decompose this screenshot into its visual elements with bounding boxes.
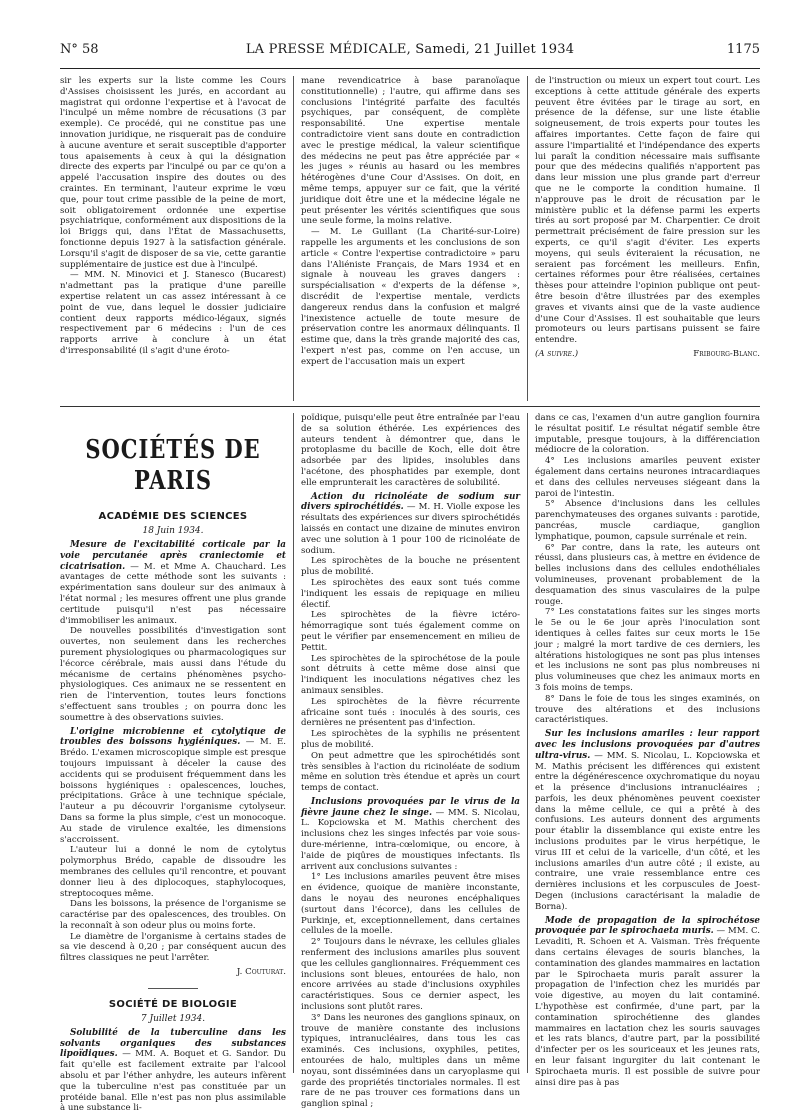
article-body: — M. E. Brédo. L'examen microscopique simple est presque toujours impuissant à déceler la cause des accidents qui se produisent fréquemment dans les boissons hygiéniques : opalescences, louches, précipitations. Grâce à une technique spéciale, l'auteur a pu découvrir l'organisme cytolyseur. Dans sa forme la plus simple, c'est un monocoque. Au stade de virulence exaltée, les dimensions s'accroissent. bbox=[60, 737, 286, 845]
article-body: — M. et Mme A. Chauchard. Les avantages de cette méthode sont les suivants : expérimentation sans douleur sur des animaux à l'état normal ; les mesures offrent une plus grande certitude puisqu'il n'est pas nécessaire d'immobiliser les animaux. bbox=[60, 561, 287, 626]
list-item: 7° Les constatations faites sur les singes morts le 5e ou le 6e jour après l'inoculation sont identiques à celles faites sur ceux morts le 15e jour ; malgré la mort tardive de ces derniers, les altérations histologiques ne sont pas plus intenses et les inclusions ne sont pas plus nombreuses ni plus volumineuses que chez les animaux morts en 3 fois moins de temps. bbox=[535, 607, 760, 693]
section-title: SOCIÉTÉS DE PARIS bbox=[85, 432, 261, 496]
paragraph: L'auteur lui a donné le nom de cytolytus polymorphus Brédo, capable de dissoudre les membranes des cellules qu'il rencontre, et pouvant donner lieu à des diplocoques, staphylocoques, streptocoques même. bbox=[60, 845, 286, 899]
article-title: Sur les inclusions amariles : leur rapport avec les inclusions provoquées par d'autres ultra-virus. bbox=[535, 729, 760, 761]
list-item: 8° Dans le foie de tous les singes examinés, on trouve des altérations et des inclusions caractéristiques. bbox=[535, 693, 760, 726]
article-title: Action du ricinoléate de sodium sur divers spirochétidés. bbox=[301, 491, 520, 513]
article bbox=[60, 540, 286, 626]
article-title: Mesure de l'excitabilité corticale par la voie percutanée après craniectomie et cicatrisation. bbox=[60, 540, 286, 572]
top-column-2 bbox=[293, 76, 527, 401]
article bbox=[535, 729, 760, 913]
to-be-continued: (A suivre.) bbox=[535, 348, 579, 359]
article-body: — MM. C. Levaditi, R. Schoen et A. Vaisman. Très fréquente dans certains élevages de souris blanches, la contamination des glandes mammaires en lactation par le Spirochaeta muris paraît assurer la propagation de l'infection chez les muridés par voie digestive, au moyen du lait contaminé. L'hypothèse est confirmée, d'une part, par la contamination spirochétienne des glandes mammaires en lactation chez les souris sauvages et les rats blancs, d'autre part, par la possibilité d'infecter per os les souriceaux et les jeunes rats, en leur faisant ingurgiter du lait contenant le Spirochaeta muris. Il est possible de suivre pour ainsi dire pas à pas bbox=[535, 926, 761, 1088]
list-item: Les spirochètes de la spirochétose de la poule sont détruits à cette même dose ainsi que l'indiquent les inoculations négatives chez les animaux sensibles. bbox=[301, 653, 520, 696]
paragraph: dans ce cas, l'examen d'un autre ganglion fournira le résultat positif. Le résultat négatif semble être imputable, presque toujours, à la différenciation médiocre de la coloration. bbox=[535, 413, 760, 456]
paragraph: poïdique, puisqu'elle peut être entraînée par l'eau de sa solution éthérée. Les expériences des auteurs tendent à démontrer que, dans le protoplasme du bacille de Koch, elle doit être adsorbée par des lipides, insolubles dans l'acétone, des phosphatides par exemple, dont elle emprunterait les caractères de solubilité. bbox=[301, 413, 520, 488]
society-title: ACADÉMIE DES SCIENCES bbox=[98, 511, 248, 522]
article bbox=[535, 916, 760, 1089]
issue-number: N° 58 bbox=[60, 42, 99, 57]
list-item: 1° Les inclusions amariles peuvent être mises en évidence, quoique de manière inconstante, dans le noyau des neurones encéphaliques (surtout dans l'écorce), dans les cellules de Purkinje, et, exceptionnellement, dans certaines cellules de la moelle. bbox=[301, 872, 520, 937]
top-column-1 bbox=[60, 76, 293, 401]
article bbox=[60, 1028, 286, 1114]
article-title: Inclusions provoquées par le virus de la fièvre jaune chez le singe. bbox=[301, 796, 520, 818]
paragraph: mane revendicatrice à base paranoïaque constitutionnelle) ; l'autre, qui affirme dans ses conclusions l'intégrité parfaite des facultés psychiques, par conséquent, de complète responsabilité. Une expertise mentale contradictoire vient sans doute en contradiction avec le prestige médical, la valeur scientifique des médecins ne peut pas être appréciée par « les juges » réunis au hasard ou les membres hétérogènes d'une Cour d'Assises. On doit, en même temps, appuyer sur ce fait, que la vérité juridique doit être une et la médecine légale ne peut présenter les vérités scientifiques que sous une seule forme, la moins relative. bbox=[301, 76, 520, 227]
article-title: Mode de propagation de la spirochétose provoquée par le spirochaeta muris. bbox=[535, 915, 760, 937]
list-item: 6° Par contre, dans la rate, les auteurs ont réussi, dans plusieurs cas, à mettre en évidence de belles inclusions dans des cellules endothéliales volumineuses, provenant probablement de la desquamation des sinus vasculaires de la pulpe rouge. bbox=[535, 542, 760, 607]
bottom-column-1 bbox=[60, 413, 293, 1114]
top-article-columns bbox=[60, 76, 760, 401]
article bbox=[301, 492, 520, 557]
article-title: L'origine microbienne et cytolytique de troubles des boissons hygiéniques. bbox=[60, 726, 286, 748]
bottom-column-2 bbox=[293, 413, 527, 1110]
divider bbox=[148, 988, 198, 989]
list-item: Les spirochètes de la bouche ne présentent plus de mobilité. bbox=[301, 556, 520, 578]
list-item: Les spirochètes de la syphilis ne présentent plus de mobilité. bbox=[301, 729, 520, 750]
article bbox=[301, 797, 520, 873]
paragraph: Le diamètre de l'organisme à certains stades de sa vie descend à 0,20 ; par conséquent aucun des filtres classiques ne peut l'arrêter. bbox=[60, 931, 286, 964]
session-date: 7 Juillet 1934. bbox=[140, 1013, 206, 1024]
article-title: Solubilité de la tuberculine dans les solvants organiques des substances lipoïdiques. bbox=[60, 1027, 286, 1060]
list-item: 5° Absence d'inclusions dans les cellules parenchymateuses des organes suivants : parotide, pancréas, muscle cardiaque, ganglion lymphatique, poumon, capsule surrénale et rein. bbox=[535, 499, 760, 542]
article-body: — MM. S. Nicolau, L. Kopciowska et M. Mathis cherchent des inclusions chez les singes infectés par voie sous-dure-mérienne, intra-cœlomique, ou encore, à l'aide de piqûres de moustiques infectants. Ils arrivent aux conclusions suivantes : bbox=[301, 807, 521, 872]
page-header bbox=[60, 38, 760, 69]
society-title: SOCIÉTÉ DE BIOLOGIE bbox=[108, 998, 238, 1010]
author-signature: J. Couturat. bbox=[236, 967, 286, 978]
list-item: 3° Dans les neurones des ganglions spinaux, on trouve de manière constante des inclusions typiques, intranucléaires, dans tous les cas examinés. Ces inclusions, oxyphiles, petites, entourées de halo, multiples dans un même noyau, sont disséminées dans un caryoplasme qui garde des propriétés tinctoriales normales. Il est rare de ne pas trouver ces formations dans un ganglion spinal ; bbox=[301, 1012, 520, 1110]
societes-columns bbox=[60, 413, 761, 1114]
list-item: Les spirochètes des eaux sont tués comme l'indiquent les essais de repiquage en milieu électif. bbox=[301, 577, 520, 610]
article-body: — MM. S. Nicolau, L. Kopciowska et M. Mathis précisent les différences qui existent entre la dégénérescence oxychromatique du noyau et la présence d'inclusions intranucléaires ; parfois, les deux phénomènes peuvent coexister dans la même cellule, ce qui a prêté à des confusions. Les auteurs donnent des arguments pour établir la dissemblance qui existe entre les inclusions produites par le virus herpétique, le virus III et celui de la varicelle, d'un côté, et les inclusions amariles d'un autre côté ; il existe, au contraire, une vraie ressemblance entre ces dernières inclusions et les corpuscules de Joest-Degen (inclusions caractérisant la maladie de Borna). bbox=[535, 750, 760, 912]
list-item: 2° Toujours dans le névraxe, les cellules gliales renferment des inclusions amariles plus souvent que les cellules ganglionnaires. Fréquemment ces inclusions sont bleues, entourées de halo, non encore arrivées au stade d'inclusions oxyphiles caractéristiques. Sous ce dernier aspect, les inclusions sont plutôt rares. bbox=[301, 937, 520, 1013]
paragraph: Dans les boissons, la présence de l'organisme se caractérise par des opalescences, des troubles. On la reconnaît à son odeur plus ou moins forte. bbox=[60, 899, 286, 931]
paragraph: — M. Le Guillant (La Charité-sur-Loire) rappelle les arguments et les conclusions de son article « Contre l'expertise contradictoire » paru dans l'Aliéniste Français, de Mars 1934 et en signale à nouveau les graves dangers : surspécialisation « d'experts de la défense », discrédit de l'expertise mentale, verdicts dangereux rendus dans la confusion et malgré l'inexistence actuelle de toute mesure de préservation contre les anormaux délinquants. Il estime que, dans la très grande majorité des cas, l'expert n'est pas, comme on l'en accuse, un expert de l'accusation mais un expert bbox=[301, 227, 520, 367]
article-footer bbox=[535, 349, 760, 360]
article-body: — MM. A. Boquet et G. Sandor. Du fait qu'elle est facilement extraite par l'alcool absolu et par l'éther anhydre, les auteurs infèrent que la tuberculine n'est pas constituée par un protéide banal. Elle n'est pas non plus assimilable à une substance li- bbox=[60, 1049, 286, 1114]
journal-page bbox=[60, 38, 761, 1114]
paragraph: De nouvelles possibilités d'investigation sont ouvertes, non seulement dans les recherches purement physiologiques ou pharmacologiques sur l'écorce cérébrale, mais aussi dans l'étude du mécanisme de certains phénomènes psycho-physiologiques. Ces animaux ne se ressentent en rien de l'intervention, toutes leurs fonctions s'effectuent sans troubles ; on pourra donc les soumettre à des observations suivies. bbox=[60, 626, 286, 723]
paragraph: — MM. N. Minovici et J. Stanesco (Bucarest) n'admettant pas la pratique d'une pareille expertise relatent un cas assez intéressant à ce point de vue, dans lequel le dossier judiciaire contient deux rapports médico-légaux, signés respectivement par 6 médecins : l'un de ces rapports arrive à conclure à un état d'irresponsabilité (il s'agit d'une éroto- bbox=[60, 270, 286, 356]
list-item: On peut admettre que les spirochétidés sont très sensibles à l'action du ricinoléate de sodium même en solution très étendue et après un court temps de contact. bbox=[301, 750, 520, 794]
paragraph: de l'instruction ou mieux un expert tout court. Les exceptions à cette attitude générale des experts peuvent être évitées par le tirage au sort, en présence de la défense, sur une liste établie soigneusement, de trois experts pour toutes les affaires importantes. Cette façon de faire qui assure l'impartialité et l'indépendance des experts lui paraît la condition nécessaire mais suffisante pour que des médecins qualifiés n'apportent pas dans leur mission une plus grande part d'erreur que ne le comporte la condition humaine. Il n'approuve pas le droit de récusation par le ministère public et la défense parmi les experts tirés au sort proposé par M. Charpentier. Ce droit permettrait précisément de faire pression sur les experts, ce qu'il s'agit d'éviter. Les experts moyens, qui seuls éviteraient la récusation, ne seraient pas forcément les meilleurs. Enfin, certaines réformes pour être réalisées, certaines thèses pour atteindre l'opinion publique ont peut-être besoin d'être illustrées par des exemples graves et vivants ainsi que de la vaste audience d'une Cour d'Assises. Il est souhaitable que leurs promoteurs ou leurs partisans puissent se faire entendre. bbox=[535, 76, 760, 346]
list-item: Les spirochètes de la fièvre récurrente africaine sont tués : inoculés à des souris, ces dernières ne présentent pas d'infection. bbox=[301, 696, 520, 729]
top-column-3 bbox=[527, 76, 760, 401]
journal-title: LA PRESSE MÉDICALE, Samedi, 21 Juillet 1934 bbox=[245, 42, 575, 57]
bottom-column-3 bbox=[527, 413, 761, 1088]
section-divider bbox=[60, 406, 760, 407]
article bbox=[60, 727, 286, 846]
list-item: Les spirochètes de la fièvre ictéro-hémorragique sont tués également comme on peut le vérifier par ensemencement en milieu de Pettit. bbox=[301, 610, 520, 653]
paragraph: sir les experts sur la liste comme les Cours d'Assises choisissent les jurés, en accordant au magistrat qui ordonne l'expertise et à l'avocat de l'inculpé un même nombre de récusations (3 par exemple). Ce procédé, qui ne constitue pas une innovation juridique, ne risquerait pas de conduire à aucune aventure et serait susceptible d'apporter tous apaisements à ceux à qui la désignation directe des experts par l'inculpé ou par ce qu'on a appelé l'accusation inspire des doutes ou des craintes. En terminant, l'auteur exprime le vœu que, pour tout crime passible de la peine de mort, soit obligatoirement ordonnée une expertise psychiatrique, conformément aux dispositions de la loi Briggs qui, dans l'État de Massachusetts, fonctionne depuis 1927 à la satisfaction générale. Lorsqu'il s'agit de disposer de sa vie, cette garantie supplémentaire de justice est due à l'inculpé. bbox=[60, 76, 286, 270]
session-date: 18 Juin 1934. bbox=[142, 526, 204, 536]
page-number: 1175 bbox=[726, 42, 760, 57]
article-body: — M. H. Violle expose les résultats des expériences sur divers spirochétidés laissés en contact une dizaine de minutes environ avec une solution à 1 pour 100 de ricinoléate de sodium. bbox=[301, 502, 520, 556]
list-item: 4° Les inclusions amariles peuvent exister également dans certains neurones intracardiaques et dans des cellules nerveuses siégeant dans la paroi de l'intestin. bbox=[535, 456, 760, 499]
author-signature: Fribourg-Blanc. bbox=[693, 348, 760, 359]
